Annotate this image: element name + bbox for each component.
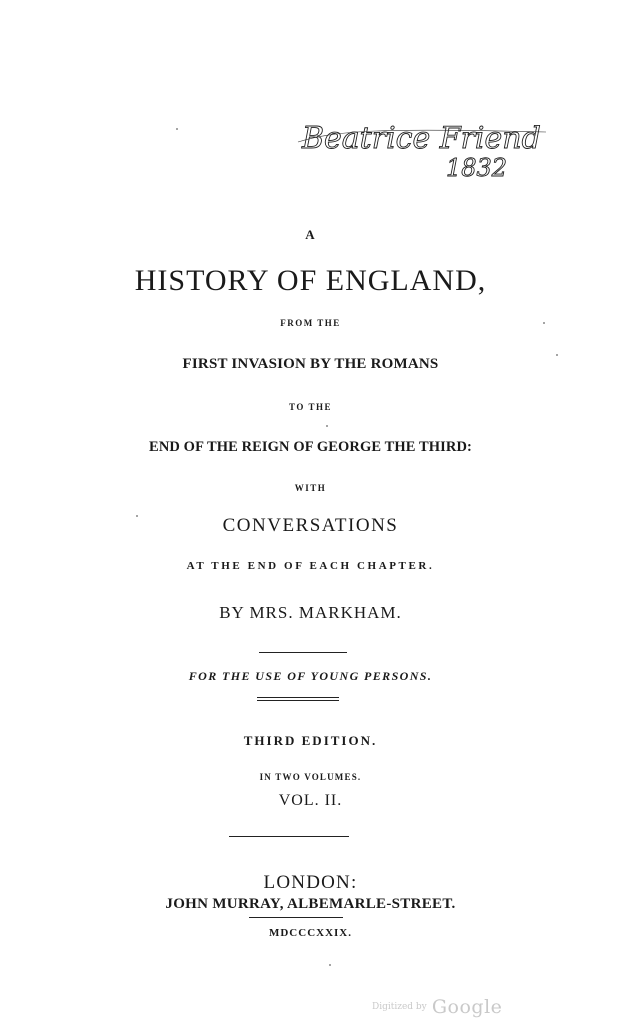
paper-speck	[176, 128, 178, 130]
handwritten-signature	[296, 110, 556, 190]
from-the-line: FROM THE	[280, 318, 341, 328]
audience-line: FOR THE USE OF YOUNG PERSONS.	[188, 669, 433, 683]
imprint-publisher: JOHN MURRAY, ALBEMARLE-STREET.	[165, 896, 456, 912]
signature-year: 1832	[446, 154, 508, 182]
with-line: WITH	[294, 483, 327, 493]
imprint-year: MDCCCXXIX.	[268, 927, 353, 939]
volumes-line: IN TWO VOLUMES.	[259, 772, 362, 782]
first-invasion-line: FIRST INVASION BY THE ROMANS	[182, 356, 439, 372]
divider-rule-1	[259, 652, 347, 653]
paper-speck	[326, 425, 328, 427]
main-title: HISTORY OF ENGLAND,	[134, 264, 487, 297]
paper-speck	[543, 322, 545, 324]
watermark-prefix: Digitized by	[372, 1002, 427, 1012]
author-line: BY MRS. MARKHAM.	[219, 603, 402, 622]
edition-line: THIRD EDITION.	[243, 733, 378, 748]
volume-number: VOL. II.	[278, 792, 343, 809]
conversations-line: CONVERSATIONS	[222, 515, 399, 536]
at-end-of-chapter-line: AT THE END OF EACH CHAPTER.	[186, 560, 435, 572]
paper-speck	[556, 354, 558, 356]
end-of-reign-line: END OF THE REIGN OF GEORGE THE THIRD:	[149, 439, 472, 455]
digitization-watermark	[372, 996, 502, 1018]
paper-speck	[329, 964, 331, 966]
title-article: A	[305, 227, 316, 242]
divider-rule-3	[229, 836, 349, 837]
paper-speck	[136, 515, 138, 517]
to-the-line: TO THE	[289, 402, 332, 412]
imprint-city: LONDON:	[263, 872, 358, 893]
signature-drawing	[296, 110, 556, 190]
divider-rule-2	[257, 697, 339, 698]
signature-name: Beatrice Friend	[302, 121, 541, 156]
watermark-brand: Google	[431, 996, 503, 1018]
divider-rule-4	[249, 917, 343, 918]
